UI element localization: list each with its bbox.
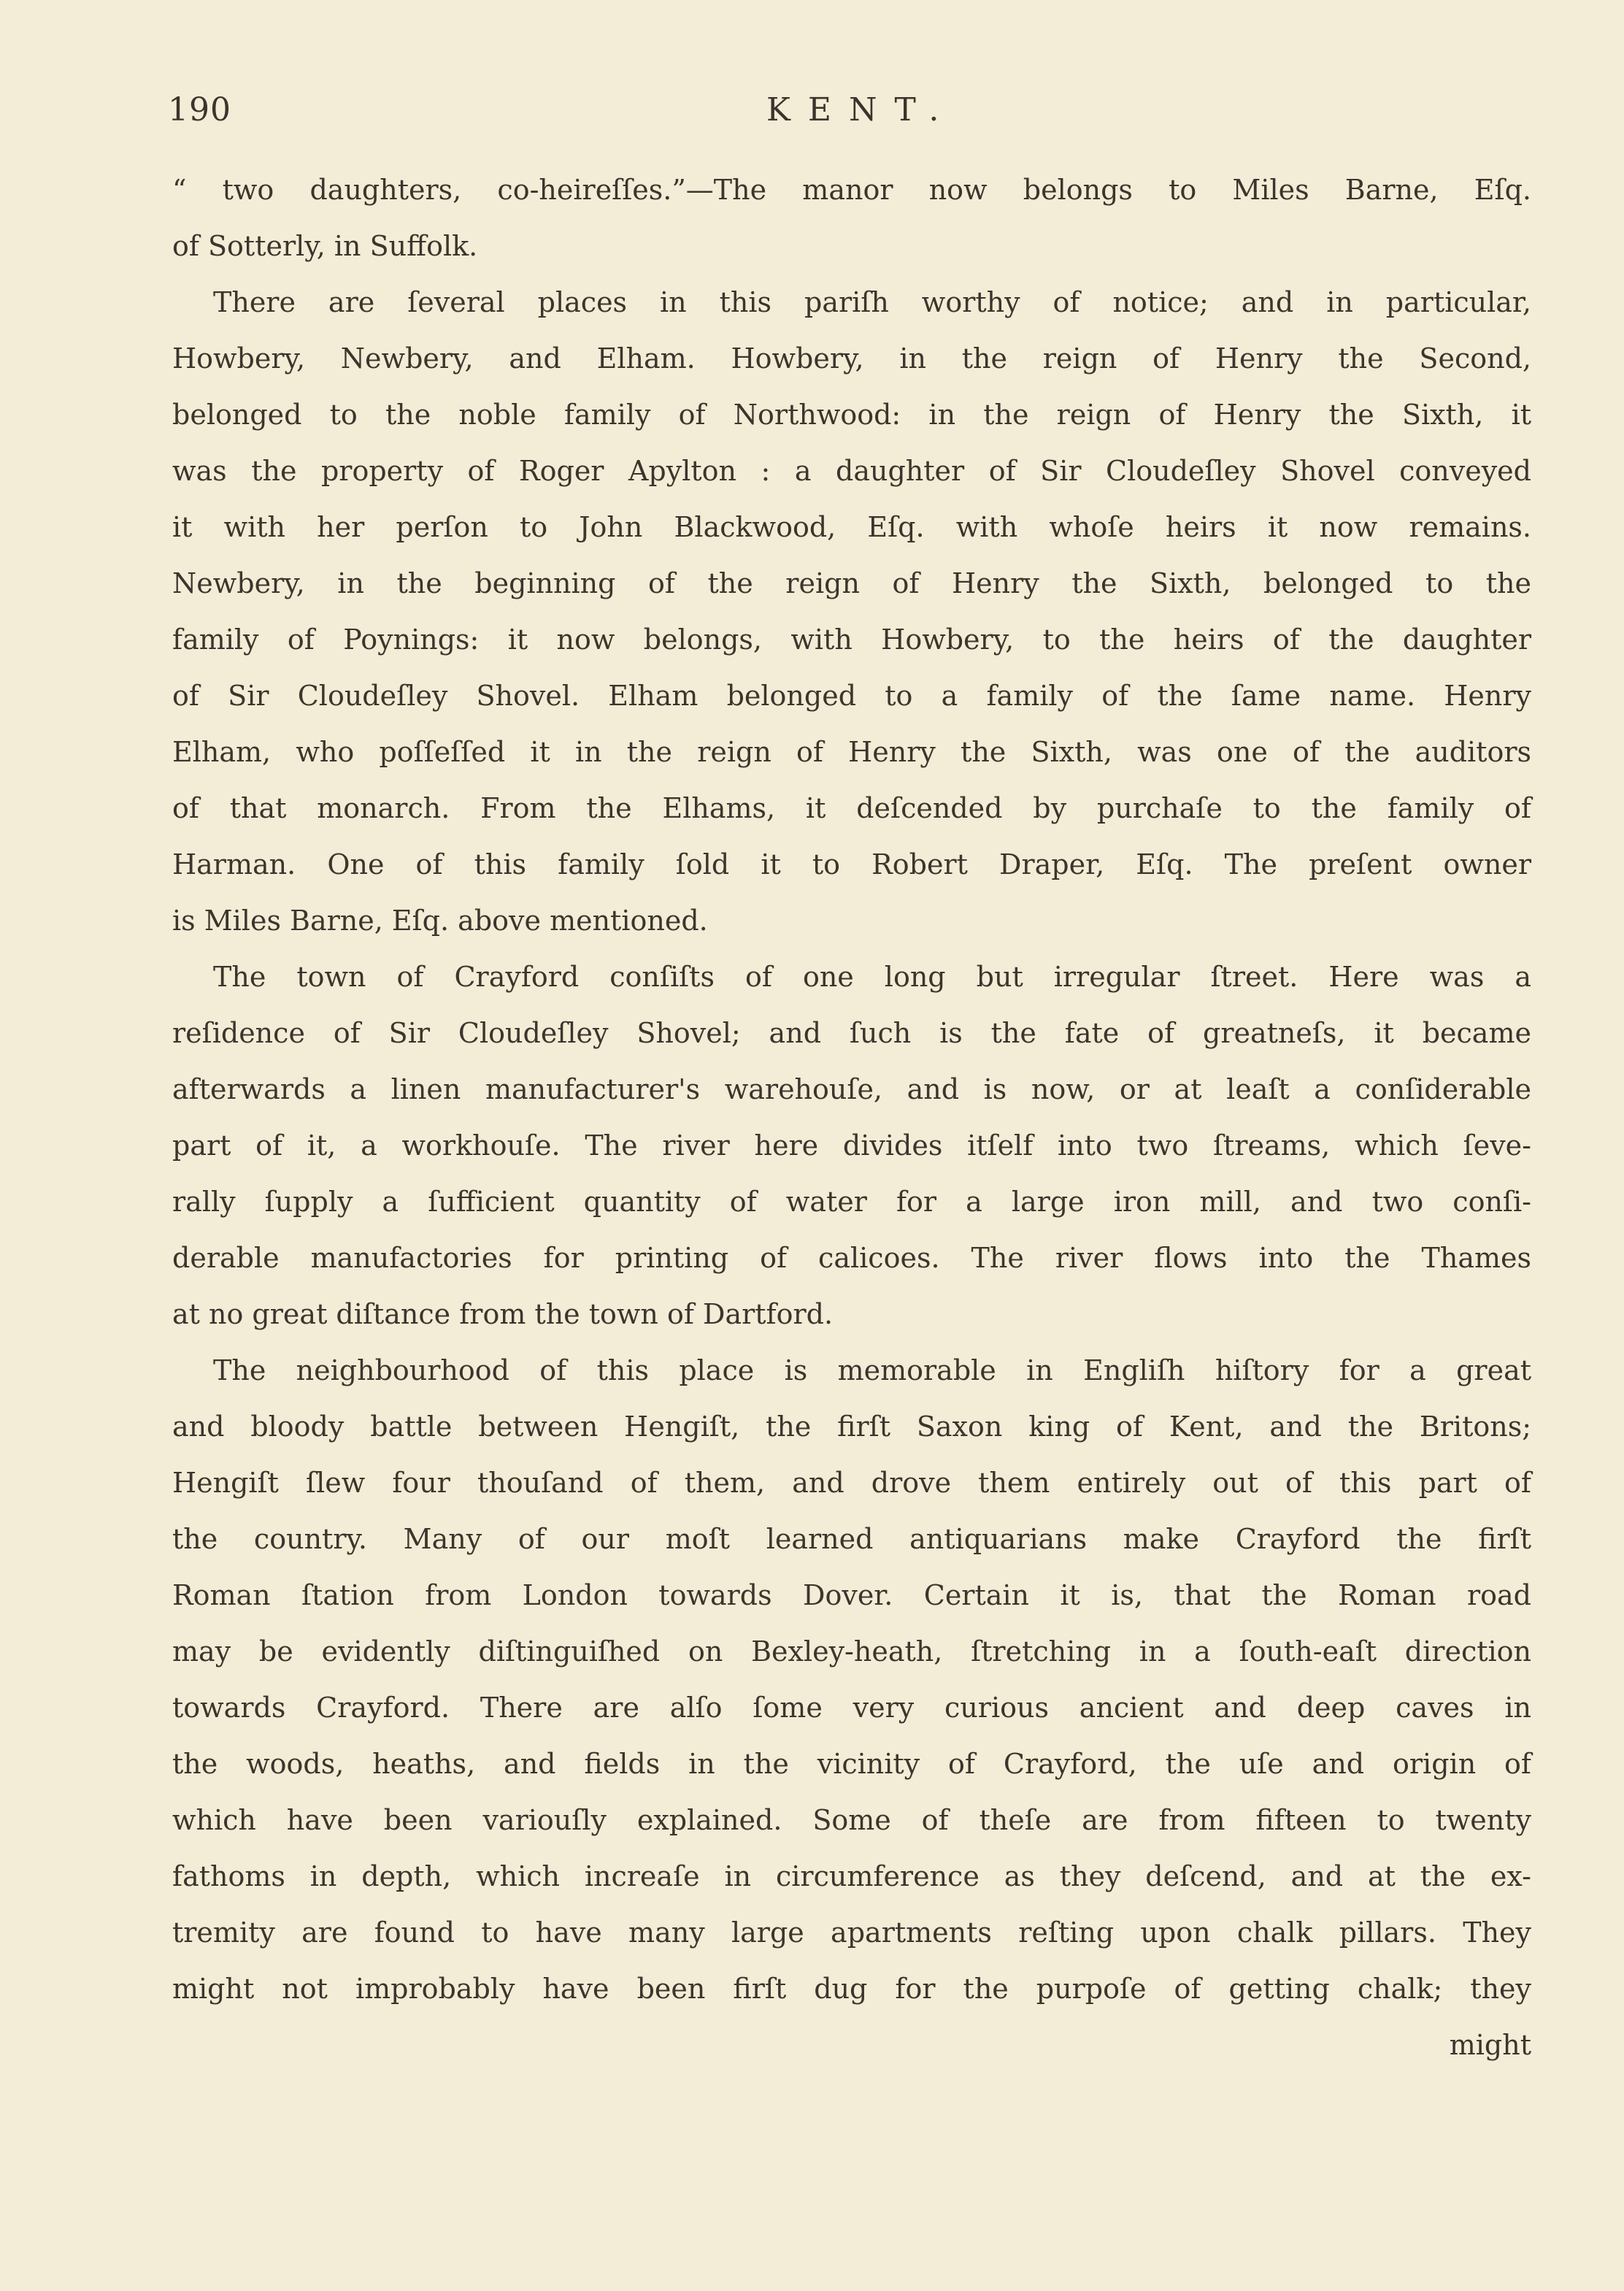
text-line: the country. Many of our moſt learned antiquarians make Crayford the firſt	[172, 1523, 1531, 1555]
text-line: of Sotterly, in Suffolk.	[172, 230, 478, 262]
text-line: Howbery, Newbery, and Elham. Howbery, in the reign of Henry the Second,	[172, 342, 1531, 375]
text-line: There are ſeveral places in this pariſh worthy of notice; and in particular,	[213, 286, 1531, 318]
text-line: rally ſupply a ſufficient quantity of water for a large iron mill, and two conſi-	[172, 1186, 1531, 1218]
text-line: The neighbourhood of this place is memorable in Engliſh hiſtory for a great	[213, 1354, 1531, 1386]
text-line: Hengiſt ſlew four thouſand of them, and drove them entirely out of this part of	[172, 1467, 1531, 1499]
text-line: of that monarch. From the Elhams, it deſcended by purchaſe to the family of	[172, 792, 1531, 824]
text-line: belonged to the noble family of Northwood: in the reign of Henry the Sixth, it	[172, 399, 1531, 431]
text-line: afterwards a linen manufacturer's warehouſe, and is now, or at leaſt a conſiderable	[172, 1073, 1531, 1105]
text-line: Harman. One of this family ſold it to Robert Draper, Eſq. The preſent owner	[172, 848, 1531, 880]
text-line: Newbery, in the beginning of the reign of Henry the Sixth, belonged to the	[172, 567, 1531, 599]
text-line: at no great diſtance from the town of Dartford.	[172, 1298, 834, 1330]
running-title: KENT.	[766, 91, 957, 128]
text-line: it with her perſon to John Blackwood, Eſq. with whoſe heirs it now remains.	[172, 511, 1531, 543]
text-line: and bloody battle between Hengiſt, the firſt Saxon king of Kent, and the Britons;	[172, 1411, 1531, 1443]
text-line: towards Crayford. There are alſo ſome very curious ancient and deep caves in	[172, 1692, 1531, 1724]
text-line: may be evidently diſtinguiſhed on Bexley-heath, ſtretching in a ſouth-eaſt direction	[172, 1635, 1531, 1668]
text-line: fathoms in depth, which increaſe in circumference as they deſcend, and at the ex-	[172, 1860, 1531, 1892]
text-line: tremity are found to have many large apartments reſting upon chalk pillars. They	[172, 1916, 1531, 1949]
text-line: is Miles Barne, Eſq. above mentioned.	[172, 905, 708, 937]
text-line: The town of Crayford conſiſts of one long but irregular ſtreet. Here was a	[213, 961, 1531, 993]
text-line: the woods, heaths, and fields in the vicinity of Crayford, the uſe and origin of	[172, 1748, 1531, 1780]
text-line: Elham, who poſſeſſed it in the reign of Henry the Sixth, was one of the auditors	[172, 736, 1531, 768]
text-line: Roman ſtation from London towards Dover. Certain it is, that the Roman road	[172, 1579, 1531, 1611]
text-line: “ two daughters, co-heireſſes.”—The manor now belongs to Miles Barne, Eſq.	[172, 174, 1531, 206]
text-line: was the property of Roger Apylton : a daughter of Sir Cloudeſley Shovel conveyed	[172, 455, 1531, 487]
page-number: 190	[168, 91, 231, 128]
catchword: might	[1449, 2029, 1531, 2061]
text-line: derable manufactories for printing of calicoes. The river flows into the Thames	[172, 1242, 1531, 1274]
text-line: might not improbably have been firſt dug for the purpoſe of getting chalk; they	[172, 1973, 1531, 2005]
text-line: part of it, a workhouſe. The river here divides itſelf into two ſtreams, which ſeve-	[172, 1129, 1531, 1162]
text-line: of Sir Cloudeſley Shovel. Elham belonged to a family of the ſame name. Henry	[172, 680, 1531, 712]
text-line: which have been variouſly explained. Some of theſe are from fifteen to twenty	[172, 1804, 1531, 1836]
text-line: family of Poynings: it now belongs, with Howbery, to the heirs of the daughter	[172, 623, 1531, 656]
text-line: reſidence of Sir Cloudeſley Shovel; and ſuch is the fate of greatneſs, it became	[172, 1017, 1531, 1049]
